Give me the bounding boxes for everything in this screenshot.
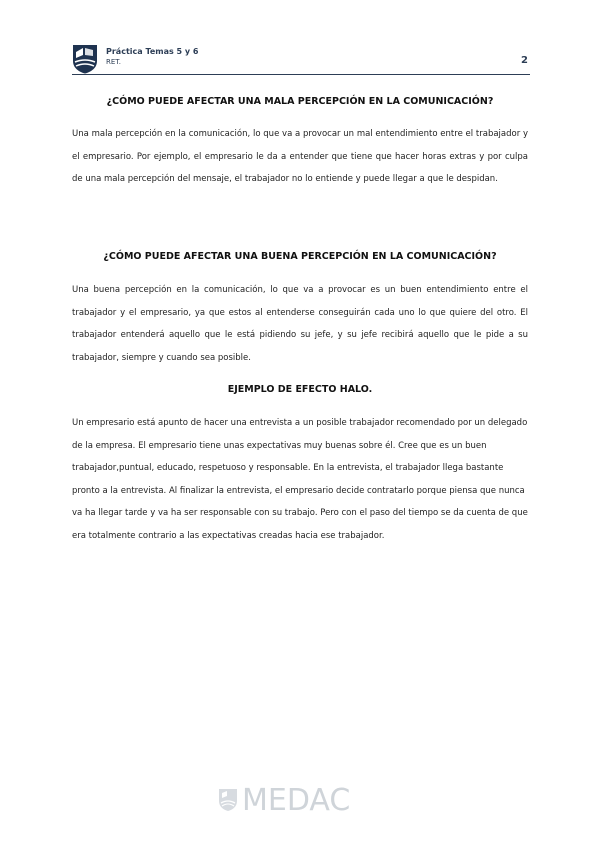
page-header xyxy=(72,44,530,75)
medac-shield-icon xyxy=(72,44,98,74)
section-heading-mala-percepcion: ¿CÓMO PUEDE AFECTAR UNA MALA PERCEPCIÓN EN LA COMUNICACIÓN? xyxy=(106,96,494,107)
section-body-efecto-halo: Un empresario está apunto de hacer una entrevista a un posible trabajador recomendado por un delegado de la empresa. El empresario tiene unas expectativas muy buenas sobre él. Cree que es un buen trabajador,puntual, educado, respetuoso y responsable. En la entrevista, el trabajador llega bastante pronto a la entrevista. Al finalizar la entrevista, el empresario decide contratarlo porque piensa que nunca va ha llegar tarde y va ha ser responsable con su trabajo. Pero con el paso del tiempo se da cuenta de que era totalmente contrario a las expectativas creadas hacia ese trabajador. xyxy=(72,418,528,541)
footer-logo xyxy=(218,784,378,820)
page-number: 2 xyxy=(521,55,528,66)
footer-shield-icon xyxy=(218,788,238,812)
section-heading-efecto-halo: EJEMPLO DE EFECTO HALO. xyxy=(227,384,373,395)
section-body-buena-percepcion: Una buena percepción en la comunicación, lo que va a provocar es un buen entendimiento entre el trabajador y el empresario, ya que estos al entenderse conseguirán cada uno lo que quiere del otro. El trabajador entenderá aquello que le está pidiendo su jefe, y su jefe recibirá aquello que le pide a su trabajador, siempre y cuando sea posible. xyxy=(72,285,528,363)
document-subtitle: RET. xyxy=(106,58,121,66)
document-title: Práctica Temas 5 y 6 xyxy=(106,47,199,56)
section-heading-buena-percepcion: ¿CÓMO PUEDE AFECTAR UNA BUENA PERCEPCIÓN EN LA COMUNICACIÓN? xyxy=(103,251,497,262)
footer-brand-text: MEDAC xyxy=(242,783,351,818)
section-body-mala-percepcion: Una mala percepción en la comunicación, lo que va a provocar un mal entendimiento entre el trabajador y el empresario. Por ejemplo, el empresario le da a entender que tiene que hacer horas extras y por culpa de una mala percepción del mensaje, el trabajador no lo entiende y puede llegar a que le despidan. xyxy=(72,129,528,184)
